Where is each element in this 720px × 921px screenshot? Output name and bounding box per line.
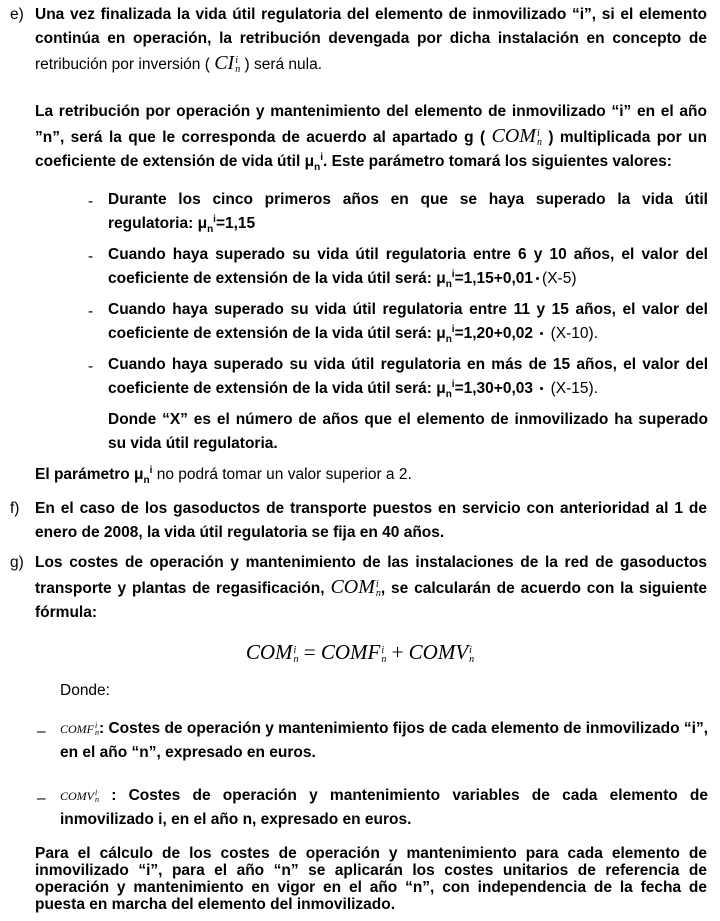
bullet-dash: - (88, 248, 94, 265)
def-comf (60, 717, 708, 765)
param-text-a: El parámetro μ (35, 466, 144, 483)
mu-symbol: μ (197, 215, 208, 232)
bullet-1-formula: =1,15 (215, 215, 256, 232)
ci-sub: n (235, 63, 241, 75)
ci-symbol: CI (214, 52, 235, 74)
comv-sup: i (95, 787, 98, 797)
bullet-3-formula-a: =1,20+0,02 (454, 325, 538, 342)
item-e-p1-text-a: Una vez finalizada la vida útil regulatoria del elemento de inmovilizado “i”, si el elemento continúa en operación, la retribución devengada por dicha instalación en concepto de (35, 6, 707, 47)
item-e-p2-text-c: . Este parámetro tomará los siguientes valores: (322, 153, 672, 170)
multiply-dot (540, 332, 543, 335)
bullet-4-text: Cuando haya superado su vida útil regulatoria en más de 15 años, el valor del coeficiente de extensión de la vida útil será: (108, 356, 708, 397)
comf-sub: n (95, 727, 99, 737)
comv-symbol: COMV (60, 789, 94, 803)
mu-sub: n (445, 334, 452, 346)
formula-sup: i (469, 644, 472, 656)
bullet-2-formula-a: =1,15+0,01 (454, 270, 534, 287)
item-e-p1-text-c: ) será nula. (240, 56, 323, 73)
formula-lhs: COM (245, 640, 293, 664)
mu-sub: n (207, 224, 214, 236)
item-g-label: g) (10, 554, 24, 571)
mu-sup: i (451, 378, 455, 390)
def-dash: – (37, 723, 46, 740)
com-sub: n (536, 136, 542, 148)
mu-sub: n (143, 475, 150, 487)
def-dash: – (37, 790, 46, 807)
formula-sup: i (381, 644, 385, 656)
mu-sub: n (314, 162, 321, 174)
formula-sub: n (381, 653, 387, 665)
comv-sub: n (95, 794, 99, 804)
item-e-paragraph-1 (35, 3, 707, 77)
item-f-paragraph: En el caso de los gasoductos de transporte puestos en servicio con anterioridad al 1 de enero de 2008, la vida útil regulatoria se fija en 40 años. (35, 500, 707, 541)
mu-symbol: μ (436, 270, 446, 287)
ci-sup: i (235, 54, 238, 66)
bullet-1-text: Durante los cinco primeros años en que se haya superado la vida útil regulatoria: (108, 191, 708, 232)
def-comf-text: : Costes de operación y mantenimiento fijos de cada elemento de inmovilizado “i”, en el año “n”, expresado en euros. (60, 720, 708, 761)
bullet-4-formula-b: (X-15). (546, 380, 599, 397)
formula-sub: n (469, 653, 475, 665)
multiply-dot (536, 277, 539, 280)
bullet-3-text: Cuando haya superado su vida útil regulatoria entre 11 y 15 años, el valor del coeficiente de extensión de la vida útil será: (108, 301, 708, 342)
formula-sup: i (293, 644, 297, 656)
mu-sup: i (149, 464, 153, 476)
comf-sup: i (95, 720, 98, 730)
def-comv-text: : Costes de operación y mantenimiento variables de cada elemento de inmovilizado i, en el año n, expresado en euros. (60, 787, 708, 828)
item-g-text-a: Los costes de operación y mantenimiento de las instalaciones de la red de gasoductos transporte y plantas de regasificación, (35, 554, 707, 597)
item-e-paragraph-2 (35, 100, 707, 174)
com-formula (0, 640, 720, 665)
comf-symbol: COMF (60, 722, 94, 736)
mu-sup: i (451, 323, 455, 335)
bullet-3-formula-b: (X-10). (546, 325, 599, 342)
bullet-3 (108, 298, 708, 346)
bullet-1 (108, 188, 708, 236)
final-paragraph: Para el cálculo de los costes de operación y mantenimiento para cada elemento de inmovilizado “i”, para el año “n” se aplicarán los costes unitarios de referencia de operación y mantenimiento en vigor en el año “n”, con independencia de la fecha de puesta en marcha del elemento del inmovilizado. (35, 845, 707, 913)
bullet-4 (108, 353, 708, 401)
mu-sup: i (213, 213, 216, 225)
item-g-text-b: , se calcularán de acuerdo con la siguiente fórmula: (35, 580, 707, 621)
bullet-dash: - (88, 193, 94, 210)
parametro-paragraph (35, 463, 707, 487)
mu-sub: n (445, 279, 452, 291)
com-sup: i (536, 127, 540, 139)
item-e-p2-text-b: ) multiplicada por un coeficiente de extensión de vida útil μ (35, 129, 707, 170)
bullet-4-formula-a: =1,30+0,03 (454, 380, 538, 397)
multiply-dot (540, 387, 543, 390)
com-sup: i (375, 578, 379, 590)
mu-symbol: μ (436, 325, 446, 342)
formula-comf: COMF (320, 640, 381, 664)
com-symbol: COM (330, 576, 375, 598)
formula-plus: + (386, 640, 409, 664)
item-e-label: e) (10, 6, 24, 23)
param-text-b: no podrá tomar un valor superior a 2. (152, 466, 412, 483)
bullet-2-text: Cuando haya superado su vida útil regulatoria entre 6 y 10 años, el valor del coeficiente de extensión de la vida útil será: (108, 246, 708, 287)
mu-sub: n (445, 389, 452, 401)
formula-sub: n (293, 653, 299, 665)
donde-x-paragraph: Donde “X” es el número de años que el elemento de inmovilizado ha superado su vida útil regulatoria. (108, 411, 708, 452)
def-comv (60, 784, 708, 832)
item-g-paragraph (35, 551, 707, 625)
bullet-2 (108, 243, 708, 291)
item-e-p1-text-b: retribución por inversión ( (35, 56, 215, 73)
bullet-dash: - (88, 303, 94, 320)
mu-sup: i (320, 151, 323, 163)
formula-comv-indices (469, 646, 474, 664)
formula-equals: = (298, 640, 321, 664)
mu-sup: i (451, 268, 455, 280)
bullet-dash: - (88, 358, 94, 375)
item-f-label: f) (10, 500, 20, 517)
formula-comv: COMV (408, 640, 469, 664)
com-sub: n (375, 587, 381, 599)
donde-label: Donde: (60, 682, 110, 699)
bullet-2-formula-b: (X-5) (542, 270, 577, 287)
item-e-p2-text-a: La retribución por operación y mantenimiento del elemento de inmovilizado “i” en el año ”n”, será la que le corresponda de acuerdo al apartado g ( (35, 103, 707, 146)
mu-symbol: μ (436, 380, 446, 397)
com-symbol: COM (491, 125, 536, 147)
